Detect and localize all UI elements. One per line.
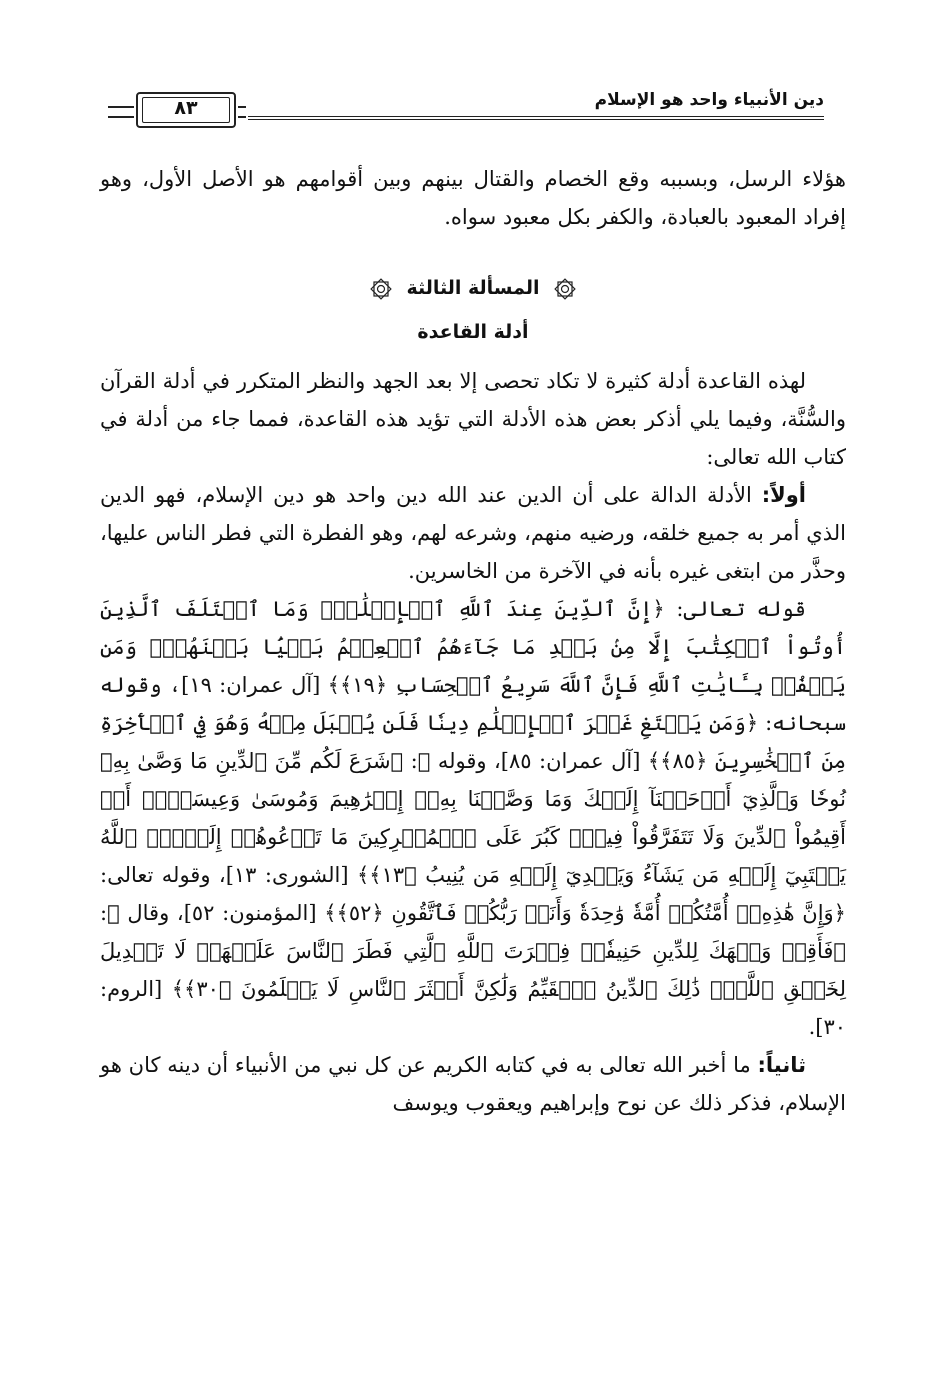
header-rule bbox=[248, 116, 824, 120]
octagram-ornament-icon bbox=[554, 278, 576, 300]
header-ornament-lines bbox=[108, 106, 134, 118]
page-number: ٨٣ bbox=[174, 97, 198, 119]
paragraph-lead-first: أولاً: bbox=[761, 483, 806, 507]
section-title-text: المسألة الثالثة bbox=[406, 277, 540, 299]
paragraph-intro: لهذه القاعدة أدلة كثيرة لا تكاد تحصى إلا بعد الجهد والنظر المتكرر في أدلة القرآن والسُّنَّة، وفيما يلي أذكر بعض هذه الأدلة التي تؤيد هذه القاعدة، فمما جاء من أدلة في كتاب الله تعالى: bbox=[100, 369, 846, 469]
header-ornament-lines-right bbox=[238, 106, 246, 118]
paragraph-second-evidence bbox=[100, 1046, 846, 1122]
paragraph-quran-verses: قوله تعالى: ﴿إِنَّ ٱلدِّينَ عِندَ ٱللَّهِ ٱلۡإِسۡلَٰمُۗ وَمَا ٱخۡتَلَفَ ٱلَّذِينَ أُوتُواْ ٱلۡكِتَٰبَ إِلَّا مِنۢ بَعۡدِ مَا جَآءَهُمُ ٱلۡعِلۡمُ بَغۡيَۢا بَيۡنَهُمۡۗ وَمَن يَكۡفُرۡ بِـَٔايَٰتِ ٱللَّهِ فَإِنَّ ٱللَّهَ سَرِيعُ ٱلۡحِسَابِ ﴿١٩﴾﴾ [آل عمران: ١٩]، وقوله سبحانه: ﴿وَمَن يَبۡتَغِ غَيۡرَ ٱلۡإِسۡلَٰمِ دِينٗا فَلَن يُقۡبَلَ مِنۡهُ وَهُوَ فِي ٱلۡأٓخِرَةِ مِنَ ٱلۡخَٰسِرِينَ ﴿٨٥﴾﴾ [آل عمران: ٨٥]، وقوله ﷻ: ﴿شَرَعَ لَكُم مِّنَ ٱلدِّينِ مَا وَصَّىٰ بِهِۦ نُوحٗا وَٱلَّذِيٓ أَوۡحَيۡنَآ إِلَيۡكَ وَمَا وَصَّيۡنَا بِهِۦٓ إِبۡرَٰهِيمَ وَمُوسَىٰ وَعِيسَىٰٓۖ أَنۡ أَقِيمُواْ ٱلدِّينَ وَلَا تَتَفَرَّقُواْ فِيهِۚ كَبُرَ عَلَى ٱلۡمُشۡرِكِينَ مَا تَدۡعُوهُمۡ إِلَيۡهِۚ ٱللَّهُ يَجۡتَبِيٓ إِلَيۡهِ مَن يَشَآءُ وَيَهۡدِيٓ إِلَيۡهِ مَن يُنِيبُ ﴿١٣﴾﴾ [الشورى: ١٣]، وقوله تعالى: ﴿وَإِنَّ هَٰذِهِۦٓ أُمَّتُكُمۡ أُمَّةٗ وَٰحِدَةٗ وَأَنَا۠ رَبُّكُمۡ فَٱتَّقُونِ ﴿٥٢﴾﴾ [المؤمنون: ٥٢]، وقال ﷻ: ﴿فَأَقِمۡ وَجۡهَكَ لِلدِّينِ حَنِيفٗاۚ فِطۡرَتَ ٱللَّهِ ٱلَّتِي فَطَرَ ٱلنَّاسَ عَلَيۡهَاۚ لَا تَبۡدِيلَ لِخَلۡقِ ٱللَّهِۚ ذَٰلِكَ ٱلدِّينُ ٱلۡقَيِّمُ وَلَٰكِنَّ أَكۡثَرَ ٱلنَّاسِ لَا يَعۡلَمُونَ ﴿٣٠﴾﴾ [الروم: ٣٠]. bbox=[100, 597, 847, 1039]
running-header bbox=[108, 86, 824, 136]
paragraph-first-text: الأدلة الدالة على أن الدين عند الله دين واحد هو دين الإسلام، فهو الدين الذي أمر به جميع خلقه، ورضيه منهم، وشرعه لهم، وهو الفطرة التي فطر الناس عليها، وحذَّر من ابتغى غيره بأنه في الآخرة من الخاسرين. bbox=[100, 483, 846, 583]
octagram-ornament-icon bbox=[370, 278, 392, 300]
paragraph-first-evidence bbox=[100, 476, 846, 590]
paragraph-lead-second: ثانياً: bbox=[757, 1053, 806, 1077]
body-text bbox=[100, 160, 846, 1122]
section-title bbox=[100, 266, 846, 310]
paragraph-second-text: ما أخبر الله تعالى به في كتابه الكريم عن كل نبي من الأنبياء أن دينه كان هو الإسلام، فذكر ذلك عن نوح وإبراهيم ويعقوب ويوسف bbox=[100, 1053, 846, 1115]
header-title: دين الأنبياء واحد هو الإسلام bbox=[594, 90, 824, 110]
section-subtitle: أدلة القاعدة bbox=[417, 321, 529, 343]
paragraph-continuation: هؤلاء الرسل، وبسببه وقع الخصام والقتال بينهم وبين أقوامهم هو الأصل الأول، وهو إفراد المعبود بالعبادة، والكفر بكل معبود سواه. bbox=[100, 167, 846, 229]
page-number-frame bbox=[136, 92, 236, 128]
